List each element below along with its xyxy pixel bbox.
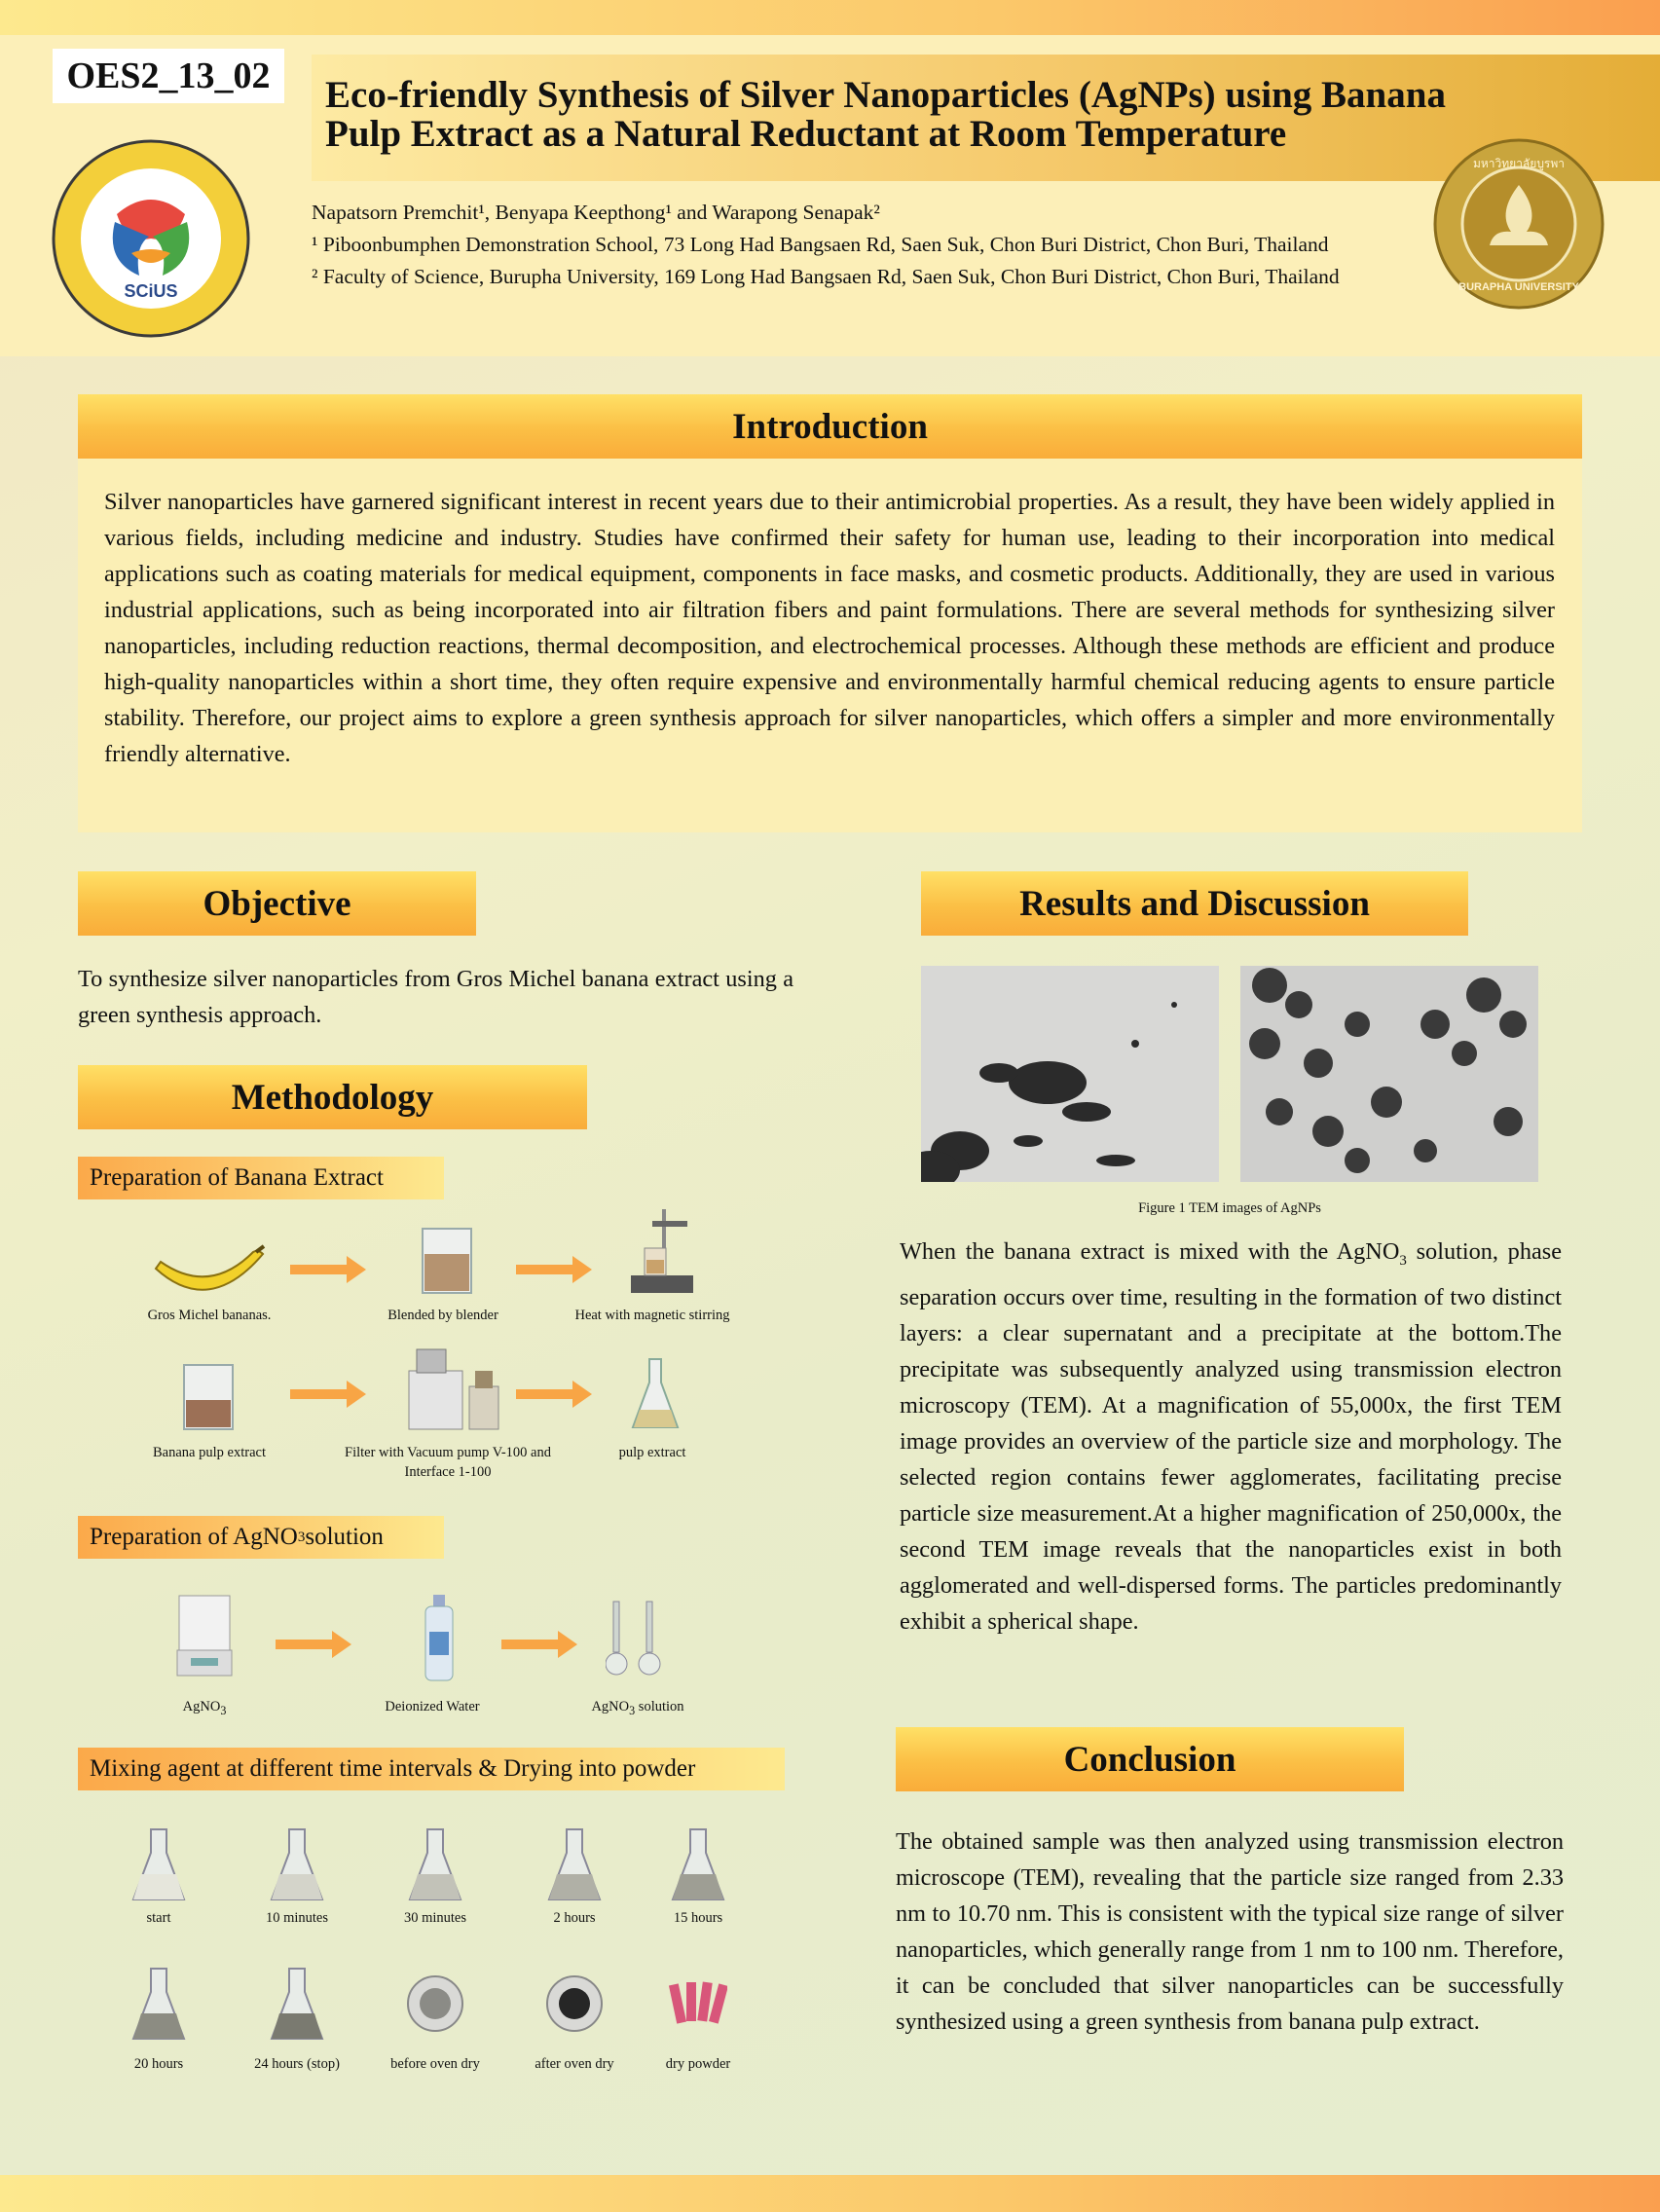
affiliation-1: ¹ Piboonbumphen Demonstration School, 73 Long Had Bangsaen Rd, Saen Suk, Chon Buri District, Chon Buri, Thailand: [312, 233, 1329, 256]
deionized-water-bottle-image: [422, 1593, 457, 1682]
mixing-sample-image: [669, 1965, 727, 2043]
caption-pulp-extract: Banana pulp extract: [153, 1445, 266, 1460]
caption-deionized-water: Deionized Water: [385, 1699, 480, 1714]
pulp-extract-flask-image: [631, 1357, 680, 1431]
burapha-logo-thai-text: มหาวิทยาลัยบูรพา: [1472, 157, 1566, 170]
tem-image-55000x: [921, 966, 1219, 1182]
poster-code: OES2_13_02: [53, 49, 284, 103]
mixing-sample-image: [545, 1965, 604, 2043]
mixing-sample-image: [268, 1825, 326, 1903]
title-line-1: Eco-friendly Synthesis of Silver Nanoparticles (AgNPs) using Banana: [325, 74, 1446, 116]
results-text-subscript: 3: [1399, 1252, 1407, 1269]
bottom-banner-stripe: [0, 2175, 1660, 2212]
methodology-heading: Methodology: [78, 1065, 587, 1129]
scius-logo-text: SCiUS: [124, 281, 178, 301]
mixing-sample-image: [129, 1825, 188, 1903]
mixing-time-label: 15 hours: [673, 1910, 723, 1926]
caption-agno3-solution-subscript: 3: [629, 1703, 636, 1717]
subheading-mixing: Mixing agent at different time intervals & Drying into powder: [78, 1748, 785, 1790]
banana-image: [151, 1244, 268, 1301]
subheading-agno3-solution: [78, 1516, 444, 1559]
arrow-icon: [516, 1381, 592, 1408]
scius-logo: [49, 136, 253, 341]
affiliation-2: ² Faculty of Science, Burupha University, 169 Long Had Bangsaen Rd, Saen Suk, Chon Buri District, Chon Buri, Thailand: [312, 265, 1340, 288]
mixing-time-label: 24 hours (stop): [254, 2056, 340, 2072]
caption-agno3-subscript: 3: [220, 1703, 227, 1717]
poster-title: [325, 76, 1620, 154]
mixing-sample-image: [406, 1825, 464, 1903]
caption-filter: Filter with Vacuum pump V-100 and Interface 1-100: [345, 1445, 551, 1480]
caption-blended: Blended by blender: [387, 1308, 498, 1323]
caption-heat: Heat with magnetic stirring: [574, 1308, 730, 1323]
mixing-sample-image: [406, 1965, 464, 2043]
mixing-time-label: dry powder: [665, 2056, 731, 2072]
author-names: Napatsorn Premchit¹, Benyapa Keepthong¹ and Warapong Senapak²: [312, 201, 880, 224]
mixing-time-label: after oven dry: [535, 2056, 614, 2072]
tem-image-250000x: [1240, 966, 1538, 1182]
mixing-time-label: before oven dry: [390, 2056, 480, 2072]
arrow-icon: [276, 1631, 351, 1658]
arrow-icon: [501, 1631, 577, 1658]
title-line-2: Pulp Extract as a Natural Reductant at Room Temperature: [325, 113, 1287, 155]
objective-heading: Objective: [78, 871, 476, 936]
caption-agno3-solution-tail: solution: [635, 1699, 684, 1714]
results-text-rest: solution, phase separation occurs over time, resulting in the formation of two distinct layers: a clear supernatant and a precipitate at the bottom.The precipitate was subsequently analyzed using transmission electron microscopy (TEM). At a magnification of 55,000x, the first TEM image provides an overview of the particle size and morphology. The selected region contains fewer agglomerates, facilitating precise particle size measurement.At a higher magnification of 250,000x, the second TEM image reveals that the nanoparticles exist in both agglomerated and well-dispersed forms. The particles predominantly exhibit a spherical shape.: [900, 1238, 1562, 1635]
volumetric-flask-image: [606, 1600, 662, 1681]
results-heading: Results and Discussion: [921, 871, 1468, 936]
analytical-balance-image: [175, 1592, 234, 1679]
subheading-banana-extract: Preparation of Banana Extract: [78, 1157, 444, 1199]
conclusion-heading: Conclusion: [896, 1727, 1404, 1791]
burapha-logo-text: BURAPHA UNIVERSITY: [1458, 281, 1579, 293]
mixing-time-label: start: [146, 1910, 171, 1926]
arrow-icon: [516, 1256, 592, 1283]
caption-agno3-main: AgNO: [182, 1699, 221, 1714]
subheading-agno3-main: Preparation of AgNO: [90, 1524, 298, 1550]
figure-1-caption: Figure 1 TEM images of AgNPs: [1138, 1200, 1321, 1216]
caption-agno3: [156, 1697, 253, 1720]
conclusion-text: The obtained sample was then analyzed using transmission electron microscope (TEM), revealing that the particle size ranged from 2.33 nm to 10.70 nm. This is consistent with the typical size range of silver nanoparticles, which generally range from 1 nm to 100 nm. Therefore, it can be concluded that silver nanoparticles can be successfully synthesized using a green synthesis from banana pulp extract.: [896, 1828, 1564, 2035]
mixing-sample-image: [129, 1965, 188, 2043]
mixing-time-label: 2 hours: [553, 1910, 596, 1926]
top-banner-stripe: [0, 0, 1660, 35]
objective-text: To synthesize silver nanoparticles from Gros Michel banana extract using a green synthesis approach.: [78, 966, 793, 1028]
results-text-start: When the banana extract is mixed with the AgNO: [900, 1238, 1400, 1265]
blended-beaker-image: [419, 1225, 475, 1295]
pulp-extract-beaker-image: [180, 1361, 237, 1431]
arrow-icon: [290, 1256, 366, 1283]
mixing-time-label: 30 minutes: [403, 1910, 467, 1926]
mixing-time-label: 10 minutes: [265, 1910, 329, 1926]
mixing-sample-image: [669, 1825, 727, 1903]
magnetic-stirrer-image: [623, 1207, 701, 1297]
introduction-heading: Introduction: [78, 394, 1582, 459]
introduction-text: Silver nanoparticles have garnered significant interest in recent years due to their antimicrobial properties. As a result, they have been widely applied in various fields, including medicine and industry. Studies have confirmed their safety for human use, leading to their incorporation into medical applications such as coating materials for medical equipment, components in face masks, and cosmetic products. Additionally, they are used in various industrial applications, such as being incorporated into air filtration fibers and paint formulations. There are several methods for synthesizing silver nanoparticles, including reduction reactions, thermal decomposition, and electrochemical processes. Although these methods are efficient and produce high-quality nanoparticles within a short time, they often require expensive and environmentally harmful chemical reducing agents to ensure particle stability. Therefore, our project aims to explore a green synthesis approach for silver nanoparticles, which offers a simpler and more environmentally friendly alternative.: [104, 489, 1555, 767]
author-block: [312, 197, 1431, 293]
results-text: [900, 1234, 1562, 1640]
vacuum-filter-image: [399, 1342, 506, 1431]
arrow-icon: [290, 1381, 366, 1408]
caption-agno3-solution-main: AgNO: [591, 1699, 630, 1714]
subheading-agno3-tail: solution: [305, 1524, 384, 1550]
caption-extract: pulp extract: [618, 1445, 686, 1460]
burapha-university-logo: [1431, 136, 1606, 312]
subheading-agno3-subscript: 3: [297, 1529, 306, 1545]
caption-banana: Gros Michel bananas.: [147, 1308, 272, 1323]
mixing-sample-image: [268, 1965, 326, 2043]
caption-agno3-solution: [565, 1697, 711, 1720]
mixing-sample-image: [545, 1825, 604, 1903]
mixing-time-label: 20 hours: [133, 2056, 184, 2072]
